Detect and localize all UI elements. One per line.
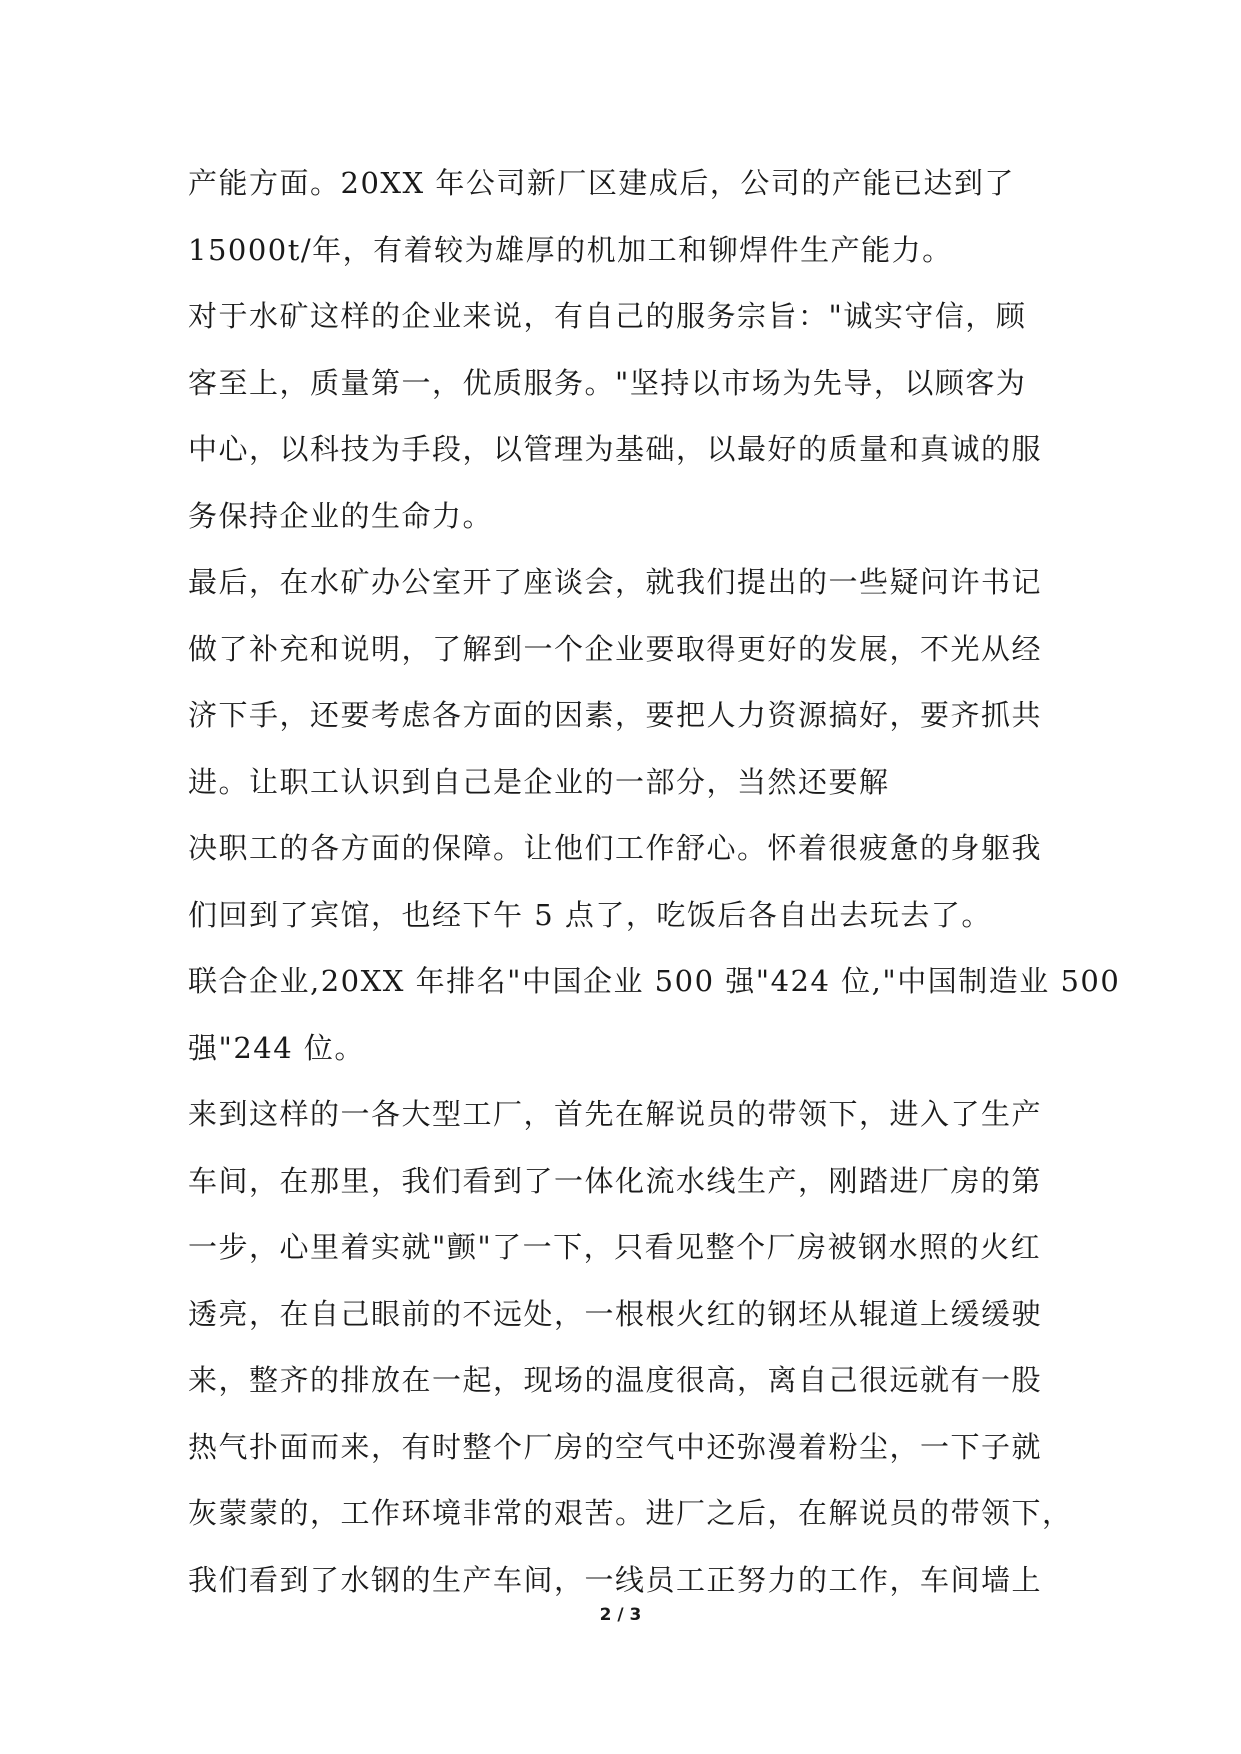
- text-line: 15000t/年，有着较为雄厚的机加工和铆焊件生产能力。: [188, 232, 953, 267]
- text-line: 最后，在水矿办公室开了座谈会，就我们提出的一些疑问许书记: [188, 565, 1043, 599]
- text-line: 透亮，在自己眼前的不远处，一根根火红的钢坯从辊道上缓缓驶: [188, 1296, 1043, 1331]
- text-line: 对于水矿这样的企业来说，有自己的服务宗旨："诚实守信，顾: [188, 299, 1027, 333]
- text-line: 产能方面。20XX 年公司新厂区建成后，公司的产能已达到了: [188, 166, 1015, 200]
- text-line: 强"244 位。: [188, 1030, 365, 1065]
- text-line: 灰蒙蒙的，工作环境非常的艰苦。进厂之后，在解说员的带领下，: [188, 1496, 1073, 1530]
- text-line: 务保持企业的生命力。: [188, 498, 494, 533]
- text-line: 车间，在那里，我们看到了一体化流水线生产，刚踏进厂房的第: [188, 1163, 1043, 1198]
- text-line: 决职工的各方面的保障。让他们工作舒心。怀着很疲惫的身躯我: [188, 831, 1043, 865]
- text-line: 来到这样的一各大型工厂，首先在解说员的带领下，进入了生产: [188, 1097, 1043, 1131]
- text-line: 客至上，质量第一，优质服务。"坚持以市场为先导，以顾客为: [188, 365, 1027, 400]
- text-line: 我们看到了水钢的生产车间，一线员工正努力的工作，车间墙上: [188, 1562, 1043, 1597]
- text-line: 热气扑面而来，有时整个厂房的空气中还弥漫着粉尘，一下子就: [188, 1429, 1043, 1464]
- text-line: 们回到了宾馆，也经下午 5 点了，吃饭后各自出去玩去了。: [188, 897, 992, 932]
- text-line: 济下手，还要考虑各方面的因素，要把人力资源搞好，要齐抓共: [188, 698, 1043, 732]
- text-line: 来，整齐的排放在一起，现场的温度很高，离自己很远就有一股: [188, 1363, 1043, 1397]
- text-line: 进。让职工认识到自己是企业的一部分，当然还要解: [188, 764, 890, 799]
- text-line: 联合企业,20XX 年排名"中国企业 500 强"424 位,"中国制造业 500: [188, 964, 1121, 998]
- text-line: 做了补充和说明，了解到一个企业要取得更好的发展，不光从经: [188, 631, 1043, 666]
- text-line: 一步，心里着实就"颤"了一下，只看见整个厂房被钢水照的火红: [188, 1230, 1042, 1264]
- page-number: 2 / 3: [599, 1605, 642, 1625]
- text-line: 中心，以科技为手段，以管理为基础，以最好的质量和真诚的服: [188, 432, 1043, 466]
- document-body: [188, 150, 1121, 1613]
